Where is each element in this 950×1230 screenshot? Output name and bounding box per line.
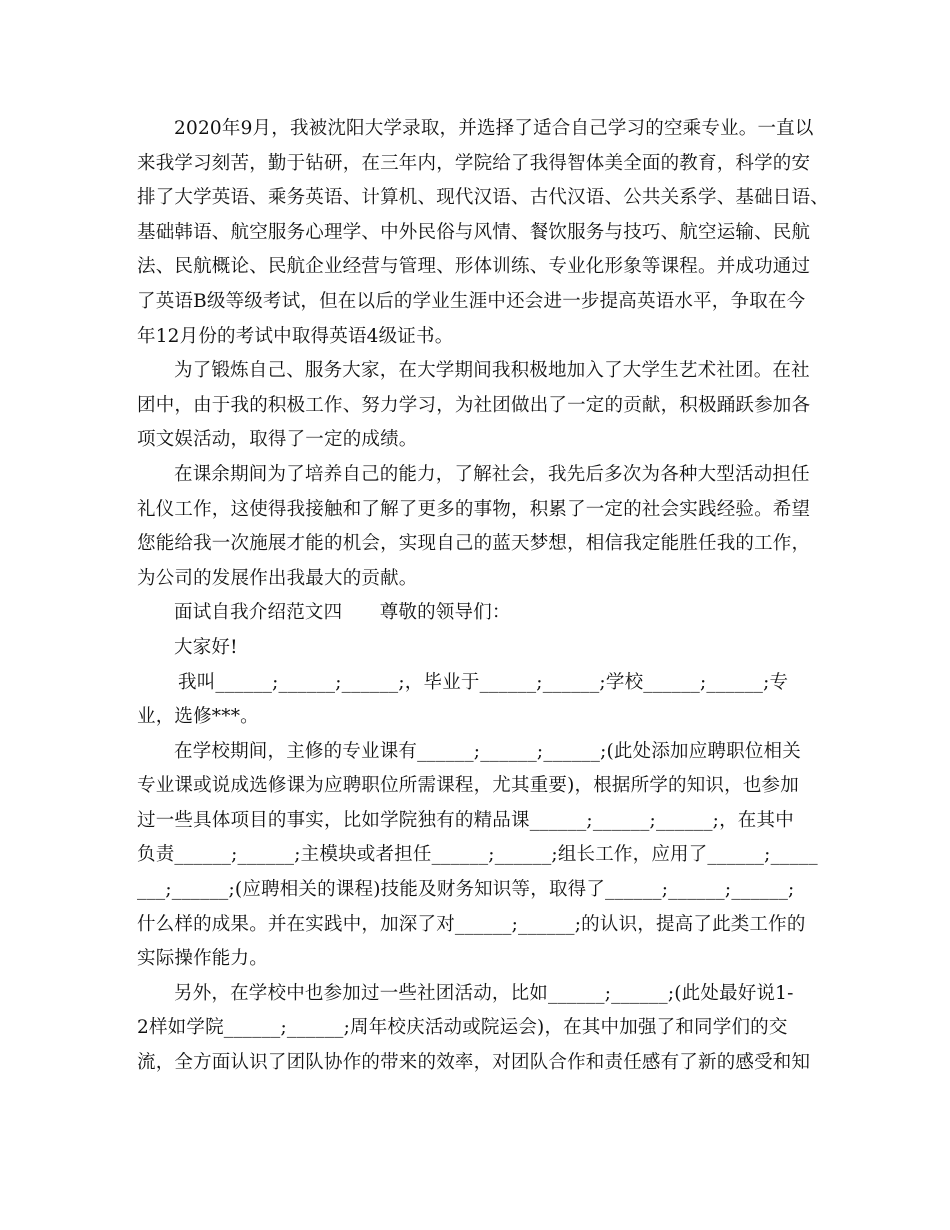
paragraph-line: 另外，在学校中也参加过一些社团活动，比如______;______;(此处最好说1- [174,982,794,1004]
greeting-line: 大家好! [174,636,238,658]
paragraph-line: 2样如学院______;______;周年校庆活动或院运会)，在其中加强了和同学们的交 [137,1017,788,1039]
paragraph-line: 团中，由于我的积极工作、努力学习，为社团做出了一定的贡献，积极踊跃参加各 [137,394,811,416]
paragraph-line: 专业课或说成选修课为应聘职位所需课程，尤其重要)，根据所学的知识，也参加 [137,775,799,797]
document-page [137,112,827,1081]
paragraph-line: ___;______;(应聘相关的课程)技能及财务知识等，取得了______;______;______; [137,879,795,901]
paragraph-line: 2020年9月，我被沈阳大学录取，并选择了适合自己学习的空乘专业。一直以 [174,118,814,139]
paragraph-line: 排了大学英语、乘务英语、计算机、现代汉语、古代汉语、公共关系学、基础日语、 [137,187,829,209]
paragraph-line: 年12月份的考试中取得英语4级证书。 [137,325,454,347]
paragraph-line: 流，全方面认识了团队协作的带来的效率，对团队合作和责任感有了新的感受和知 [137,1052,811,1074]
paragraph-line: 您能给我一次施展才能的机会，实现自己的蓝天梦想，相信我定能胜任我的工作， [137,533,811,555]
paragraph-line: 负责______;______;主模块或者担任______;______;组长工作，应用了______;_____ [137,844,818,866]
paragraph-line: 基础韩语、航空服务心理学、中外民俗与风情、餐饮服务与技巧、航空运输、民航 [137,221,811,243]
paragraph-line: 礼仪工作，这使得我接触和了解了更多的事物，积累了一定的社会实践经验。希望 [137,498,811,520]
paragraph-line: 为公司的发展作出我最大的贡献。 [137,567,418,589]
paragraph-line: 了英语B级等级考试，但在以后的学业生涯中还会进一步提高英语水平，争取在今 [137,290,806,312]
paragraph-line: 为了锻炼自己、服务大家，在大学期间我积极地加入了大学生艺术社团。在社 [174,360,810,382]
paragraph-line: 项文娱活动，取得了一定的成绩。 [137,429,418,451]
paragraph-line: 法、民航概论、民航企业经营与管理、形体训练、专业化形象等课程。并成功通过 [137,256,811,278]
section-heading: 面试自我介绍范文四 尊敬的领导们： [174,602,511,624]
paragraph-line: 我叫______;______;______;，毕业于______;______;学校______;______;专 [178,671,789,693]
paragraph-line: 什么样的成果。并在实践中，加深了对______;______;的认识，提高了此类工作的 [137,913,806,935]
paragraph-line: 在课余期间为了培养自己的能力，了解社会，我先后多次为各种大型活动担任 [174,463,810,485]
paragraph-line: 实际操作能力。 [137,948,268,970]
paragraph-line: 过一些具体项目的事实，比如学院独有的精品课______;______;______;，在其中 [137,809,794,831]
paragraph-line: 业，选修***。 [137,706,259,728]
paragraph-line: 在学校期间，主修的专业课有______;______;______;(此处添加应聘职位相关 [174,740,801,762]
paragraph-line: 来我学习刻苦，勤于钻研，在三年内，学院给了我得智体美全面的教育，科学的安 [137,152,811,174]
